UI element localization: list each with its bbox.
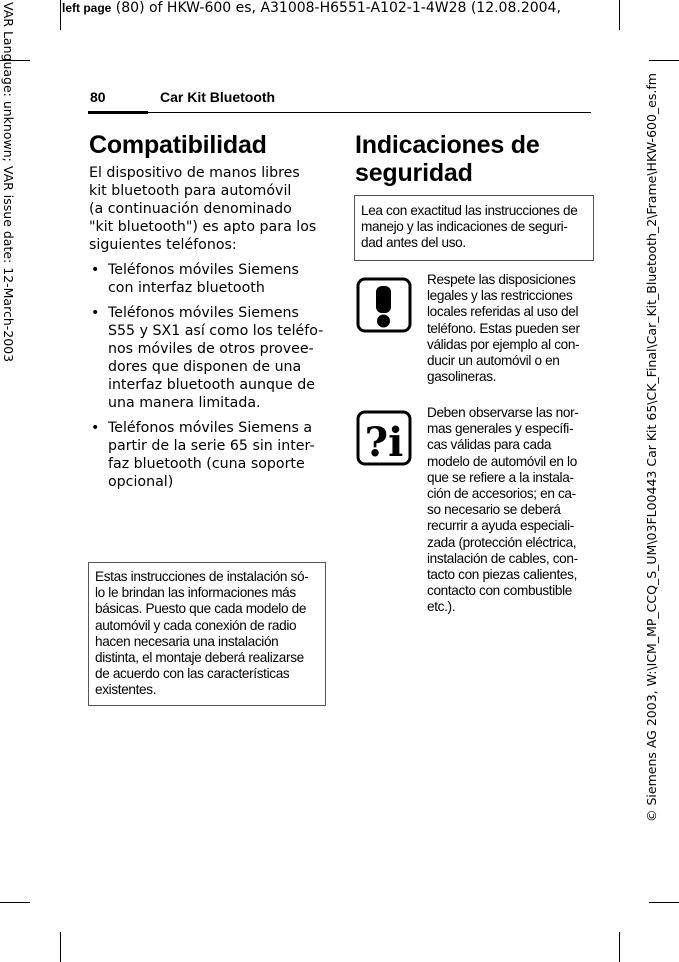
safety-heading-line: seguridad [355,159,473,187]
note-line: locales referidas al uso del [427,304,579,320]
intro-line: El dispositivo de manos libres [89,165,300,181]
notice-line: existentes. [95,682,157,698]
bullet-line: opcional) [108,474,174,490]
header-rule-accent [88,111,148,114]
notice-line: distinta, el montaje deberá realizarse [95,650,304,666]
note-line: legales y las restricciones [427,288,573,304]
info-question-icon [356,410,412,466]
bullet-line: interfaz bluetooth aunque de [108,377,316,393]
notice-line: de acuerdo con las características [95,666,290,682]
crop-mark-top-right-v [619,0,620,30]
crop-mark-bottom-left-h [0,902,30,903]
bullet-line: • Teléfonos móviles Siemens a [108,420,313,436]
note-line: recurrir a ayuda especiali- [427,518,574,534]
compat-notice-box [88,562,326,706]
bullet-line: una manera limitada. [108,395,261,411]
note-line: instalación de cables, con- [427,550,578,566]
intro-line: "kit bluetooth") es apto para los [89,219,317,235]
safety-heading-line: Indicaciones de [355,131,540,159]
notice-line: Lea con exactitud las instrucciones de [361,203,578,218]
note-line: mas generales y específi- [427,421,574,437]
note-line: válidas por ejemplo al con- [427,336,580,352]
compat-bullet-2 [89,304,339,412]
note-line: Deben observarse las nor- [427,405,579,420]
note-line: cas válidas para cada [427,437,552,453]
note-line: gasolineras. [427,369,497,385]
crop-mark-bottom-right-h [649,902,679,903]
print-header-label: left page [62,1,112,15]
notice-line: dad antes del uso. [361,235,466,251]
safety-notice-box [354,195,594,261]
note-line: modelo de automóvil en lo [427,453,577,469]
note-line: ducir un automóvil o en [427,353,560,369]
compat-bullet-list [89,261,339,491]
print-header [62,0,561,16]
info-note [427,405,592,616]
crop-mark-top-right-h [649,60,679,61]
note-line: Respete las disposiciones [427,272,576,287]
page-number: 80 [90,89,106,105]
note-line: contacto con combustible [427,583,572,599]
compat-bullet-1 [89,261,339,297]
safety-section [355,131,595,187]
note-line: so necesario se deberá [427,502,561,518]
crop-mark-bottom-left-v [60,932,61,962]
bullet-line: partir de la serie 65 sin inter- [108,438,315,454]
note-line: zada (protección eléctrica, [427,534,577,550]
crop-mark-bottom-right-v [619,932,620,962]
note-line: teléfono. Estas pueden ser [427,320,580,336]
crop-mark-top-left-v [60,0,61,30]
warning-exclamation-icon [356,277,412,333]
info-icon-glyph: ?i [364,419,404,466]
intro-line: kit bluetooth para automóvil [89,183,292,199]
note-line: que se refiere a la instala- [427,469,574,485]
notice-line: hacen necesaria una instalación [95,633,279,649]
notice-line: manejo y las indicaciones de seguri- [361,219,568,235]
bullet-line: faz bluetooth (cuna soporte [108,456,305,472]
safety-heading [355,131,595,187]
bullet-line: • Teléfonos móviles Siemens [108,262,299,278]
print-header-text: (80) of HKW-600 es, A31008-H6551-A102-1-4W28 (12.08.2004, [115,0,561,16]
notice-line: lo le brindan las informaciones más [95,585,296,601]
bullet-line: dores que disponen de una [108,359,302,375]
notice-line: Estas instrucciones de instalación só- [95,569,309,584]
notice-line: automóvil y cada conexión de radio [95,617,297,633]
intro-line: siguientes teléfonos: [89,237,237,253]
compat-heading: Compatibilidad [89,131,267,159]
notice-line: básicas. Puesto que cada modelo de [95,601,307,617]
compat-section [89,131,339,491]
warning-note [427,272,592,385]
note-line: ción de accesorios; en ca- [427,486,576,502]
compat-intro [89,164,339,254]
page-header-title: Car Kit Bluetooth [160,89,276,105]
bullet-line: con interfaz bluetooth [108,280,265,296]
intro-line: (a continuación denominado [89,201,292,217]
margin-right-text: © Siemens AG 2003, W:\ICM_MP_CCQ_S_UM\03FL00443 Car Kit 65\CK_Final\Car_Kit_Bluetooth_2\Frame\HKW-600_es.fm [644,73,659,822]
header-rule [88,112,591,113]
compat-bullet-3 [89,419,339,491]
note-line: etc.). [427,599,456,615]
note-line: tacto con piezas calientes, [427,567,577,583]
bullet-line: • Teléfonos móviles Siemens [108,305,299,321]
margin-left-text: VAR Language: unknown; VAR issue date: 12-March-2003 [1,2,16,363]
bullet-line: nos móviles de otros provee- [108,341,314,357]
bullet-line: S55 y SX1 así como los teléfo- [108,323,324,339]
